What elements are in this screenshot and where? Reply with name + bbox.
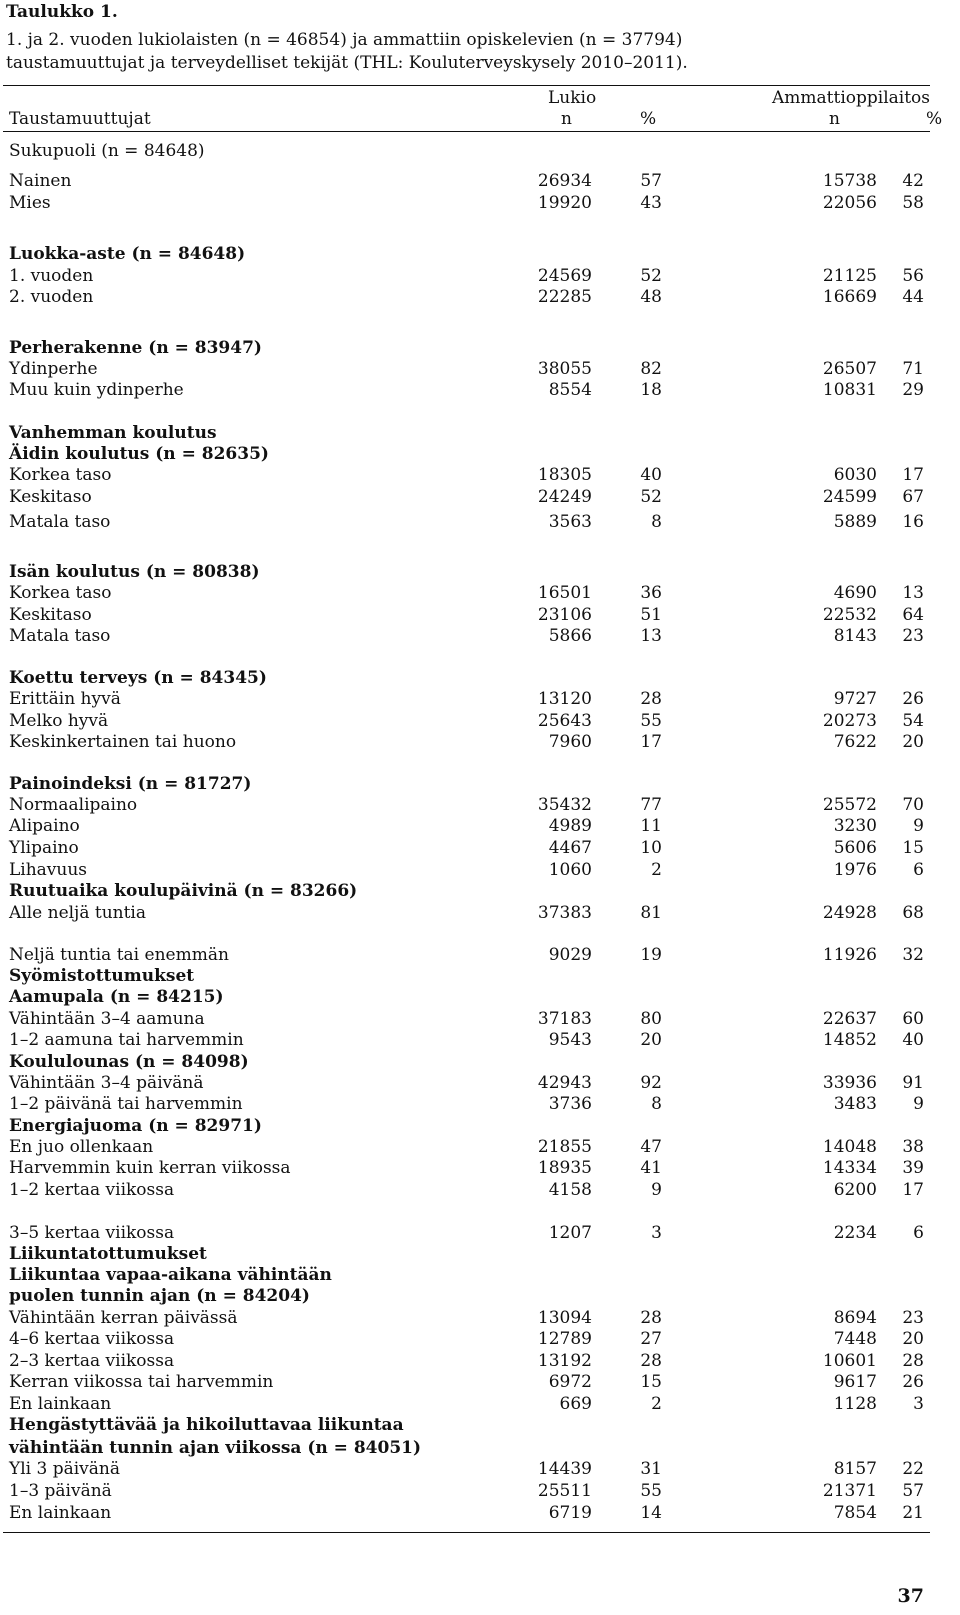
cell-amm-n: 14048 <box>822 1137 877 1157</box>
cell-amm-n: 4690 <box>833 583 877 603</box>
cell-amm-pct: 68 <box>902 903 924 923</box>
row-label: 1. vuoden <box>9 266 94 286</box>
cell-lukio-n: 37383 <box>537 903 592 923</box>
cell-amm-n: 10831 <box>822 380 877 400</box>
cell-lukio-pct: 92 <box>640 1073 662 1093</box>
cell-amm-n: 5889 <box>833 512 877 532</box>
cell-lukio-pct: 36 <box>640 583 662 603</box>
row-label: Sukupuoli (n = 84648) <box>9 141 205 161</box>
cell-lukio-n: 4467 <box>548 838 592 858</box>
section-heading <box>0 774 960 795</box>
cell-lukio-pct: 81 <box>640 903 662 923</box>
section-heading <box>0 338 960 359</box>
cell-amm-n: 33936 <box>822 1073 877 1093</box>
cell-amm-pct: 67 <box>902 487 924 507</box>
cell-amm-n: 20273 <box>822 711 877 731</box>
row-label: 1–2 päivänä tai harvemmin <box>9 1094 243 1114</box>
section-heading <box>0 1244 960 1265</box>
table-row <box>0 1223 960 1244</box>
cell-amm-pct: 40 <box>902 1030 924 1050</box>
row-label: Syömistottumukset <box>9 966 195 986</box>
table-row <box>0 380 960 401</box>
cell-lukio-n: 669 <box>559 1394 592 1414</box>
cell-amm-n: 5606 <box>833 838 877 858</box>
cell-amm-n: 15738 <box>822 171 877 191</box>
table-caption-line1: 1. ja 2. vuoden lukiolaisten (n = 46854) ja ammattiin opiskelevien (n = 37794) <box>6 30 683 50</box>
row-label: Aamupala (n = 84215) <box>9 987 224 1007</box>
cell-lukio-pct: 28 <box>640 1308 662 1328</box>
row-label: Vähintään kerran päivässä <box>9 1308 238 1328</box>
cell-amm-n: 2234 <box>833 1223 877 1243</box>
cell-amm-pct: 38 <box>902 1137 924 1157</box>
row-label: Vanhemman koulutus <box>9 423 217 443</box>
cell-lukio-n: 3736 <box>548 1094 592 1114</box>
section-heading <box>0 881 960 902</box>
table-row <box>0 860 960 881</box>
row-label: Matala taso <box>9 512 111 532</box>
cell-lukio-pct: 55 <box>640 1481 662 1501</box>
cell-lukio-pct: 27 <box>640 1329 662 1349</box>
cell-lukio-pct: 14 <box>640 1503 662 1523</box>
row-label: 4–6 kertaa viikossa <box>9 1329 175 1349</box>
header-lukio: Lukio <box>548 88 597 108</box>
cell-lukio-n: 18935 <box>537 1158 592 1178</box>
header-amm-pct: % <box>926 109 943 129</box>
row-label: Luokka-aste (n = 84648) <box>9 244 246 264</box>
cell-lukio-pct: 31 <box>640 1459 662 1479</box>
table-row <box>0 1503 960 1524</box>
cell-amm-pct: 64 <box>902 605 924 625</box>
row-label: Alipaino <box>9 816 80 836</box>
cell-lukio-n: 6719 <box>548 1503 592 1523</box>
cell-amm-pct: 23 <box>902 626 924 646</box>
cell-lukio-n: 24569 <box>537 266 592 286</box>
cell-amm-n: 7622 <box>833 732 877 752</box>
row-label: Normaalipaino <box>9 795 138 815</box>
row-label: Harvemmin kuin kerran viikossa <box>9 1158 291 1178</box>
cell-lukio-n: 13120 <box>537 689 592 709</box>
cell-lukio-n: 35432 <box>537 795 592 815</box>
cell-amm-pct: 57 <box>902 1481 924 1501</box>
cell-amm-pct: 28 <box>902 1351 924 1371</box>
row-label: Koululounas (n = 84098) <box>9 1052 249 1072</box>
cell-amm-pct: 20 <box>902 1329 924 1349</box>
cell-amm-n: 26507 <box>822 359 877 379</box>
cell-lukio-n: 23106 <box>537 605 592 625</box>
cell-lukio-pct: 40 <box>640 465 662 485</box>
cell-amm-pct: 58 <box>902 193 924 213</box>
table-row <box>0 1137 960 1158</box>
section-heading <box>0 562 960 583</box>
row-label: Lihavuus <box>9 860 88 880</box>
table-row <box>0 1308 960 1329</box>
row-label: Liikuntatottumukset <box>9 1244 207 1264</box>
cell-amm-pct: 17 <box>902 465 924 485</box>
cell-amm-n: 10601 <box>822 1351 877 1371</box>
cell-lukio-pct: 19 <box>640 945 662 965</box>
row-label: Nainen <box>9 171 72 191</box>
row-label: Korkea taso <box>9 465 112 485</box>
table-row <box>0 732 960 753</box>
cell-lukio-n: 25511 <box>537 1481 592 1501</box>
cell-amm-pct: 54 <box>902 711 924 731</box>
row-label: 2. vuoden <box>9 287 94 307</box>
row-label: Ydinperhe <box>9 359 98 379</box>
cell-amm-n: 8157 <box>833 1459 877 1479</box>
cell-lukio-n: 1207 <box>548 1223 592 1243</box>
row-label: Hengästyttävää ja hikoiluttavaa liikuntaa <box>9 1415 404 1435</box>
cell-amm-pct: 21 <box>902 1503 924 1523</box>
cell-amm-n: 8143 <box>833 626 877 646</box>
table-row <box>0 1180 960 1201</box>
header-amm-n: n <box>829 109 840 129</box>
section-heading <box>0 966 960 987</box>
cell-amm-pct: 16 <box>902 512 924 532</box>
row-label: Keskitaso <box>9 487 92 507</box>
section-heading <box>0 1415 960 1436</box>
section-heading <box>0 668 960 689</box>
row-label: Perherakenne (n = 83947) <box>9 338 262 358</box>
cell-amm-n: 1976 <box>833 860 877 880</box>
table-row <box>0 1073 960 1094</box>
cell-lukio-pct: 80 <box>640 1009 662 1029</box>
cell-amm-n: 8694 <box>833 1308 877 1328</box>
cell-amm-pct: 9 <box>913 816 924 836</box>
cell-lukio-n: 1060 <box>548 860 592 880</box>
table-row <box>0 838 960 859</box>
table-row <box>0 795 960 816</box>
cell-amm-pct: 22 <box>902 1459 924 1479</box>
row-label: Liikuntaa vapaa-aikana vähintään <box>9 1265 332 1285</box>
cell-amm-n: 3230 <box>833 816 877 836</box>
cell-amm-n: 25572 <box>822 795 877 815</box>
cell-lukio-pct: 51 <box>640 605 662 625</box>
cell-amm-n: 9617 <box>833 1372 877 1392</box>
cell-lukio-pct: 52 <box>640 487 662 507</box>
row-label: En juo ollenkaan <box>9 1137 154 1157</box>
header-ammattioppilaitos: Ammattioppilaitos <box>772 88 930 108</box>
cell-amm-n: 9727 <box>833 689 877 709</box>
section-heading <box>0 444 960 465</box>
bottom-rule <box>3 1532 930 1533</box>
header-lukio-pct: % <box>640 109 657 129</box>
cell-lukio-pct: 2 <box>651 1394 662 1414</box>
row-label: Vähintään 3–4 päivänä <box>9 1073 204 1093</box>
section-heading <box>0 987 960 1008</box>
cell-lukio-n: 6972 <box>548 1372 592 1392</box>
table-row <box>0 465 960 486</box>
table-row <box>0 1351 960 1372</box>
cell-lukio-n: 14439 <box>537 1459 592 1479</box>
table-row <box>0 1329 960 1350</box>
cell-lukio-n: 7960 <box>548 732 592 752</box>
cell-amm-n: 24928 <box>822 903 877 923</box>
row-label: Yli 3 päivänä <box>9 1459 120 1479</box>
section-heading <box>0 1438 960 1459</box>
cell-lukio-pct: 18 <box>640 380 662 400</box>
cell-amm-pct: 15 <box>902 838 924 858</box>
cell-lukio-n: 25643 <box>537 711 592 731</box>
cell-lukio-n: 26934 <box>537 171 592 191</box>
table-row <box>0 945 960 966</box>
header-rule <box>3 131 930 132</box>
cell-lukio-n: 19920 <box>537 193 592 213</box>
table-caption-line2: taustamuuttujat ja terveydelliset tekijät (THL: Kouluterveyskysely 2010–2011). <box>6 53 688 73</box>
row-label: Painoindeksi (n = 81727) <box>9 774 252 794</box>
cell-amm-pct: 91 <box>902 1073 924 1093</box>
cell-amm-n: 21125 <box>822 266 877 286</box>
cell-amm-n: 1128 <box>833 1394 877 1414</box>
table-row <box>0 266 960 287</box>
table-row <box>0 1394 960 1415</box>
cell-lukio-n: 21855 <box>537 1137 592 1157</box>
cell-lukio-pct: 2 <box>651 860 662 880</box>
cell-lukio-n: 13094 <box>537 1308 592 1328</box>
cell-lukio-n: 42943 <box>537 1073 592 1093</box>
cell-amm-pct: 42 <box>902 171 924 191</box>
cell-amm-n: 22637 <box>822 1009 877 1029</box>
header-lukio-n: n <box>561 109 572 129</box>
page-number: 37 <box>897 1585 924 1607</box>
row-label: puolen tunnin ajan (n = 84204) <box>9 1286 310 1306</box>
cell-amm-n: 14852 <box>822 1030 877 1050</box>
table-row <box>0 816 960 837</box>
table-row <box>0 512 960 533</box>
row-label: Matala taso <box>9 626 111 646</box>
cell-amm-n: 21371 <box>822 1481 877 1501</box>
cell-lukio-pct: 9 <box>651 1180 662 1200</box>
cell-amm-pct: 32 <box>902 945 924 965</box>
section-heading <box>0 1286 960 1307</box>
row-label: 1–3 päivänä <box>9 1481 112 1501</box>
cell-amm-pct: 39 <box>902 1158 924 1178</box>
cell-amm-pct: 13 <box>902 583 924 603</box>
row-label: 1–2 kertaa viikossa <box>9 1180 175 1200</box>
cell-lukio-pct: 8 <box>651 512 662 532</box>
cell-lukio-n: 37183 <box>537 1009 592 1029</box>
cell-amm-n: 22056 <box>822 193 877 213</box>
row-label: En lainkaan <box>9 1394 112 1414</box>
cell-lukio-pct: 48 <box>640 287 662 307</box>
cell-amm-pct: 60 <box>902 1009 924 1029</box>
cell-lukio-n: 16501 <box>537 583 592 603</box>
section-heading <box>0 141 960 162</box>
row-label: Keskinkertainen tai huono <box>9 732 237 752</box>
table-row <box>0 583 960 604</box>
cell-lukio-n: 8554 <box>548 380 592 400</box>
cell-lukio-pct: 20 <box>640 1030 662 1050</box>
row-label: Vähintään 3–4 aamuna <box>9 1009 205 1029</box>
row-label: Kerran viikossa tai harvemmin <box>9 1372 274 1392</box>
cell-lukio-pct: 77 <box>640 795 662 815</box>
row-label: 2–3 kertaa viikossa <box>9 1351 175 1371</box>
cell-amm-pct: 29 <box>902 380 924 400</box>
cell-lukio-pct: 52 <box>640 266 662 286</box>
table-row <box>0 171 960 192</box>
cell-amm-pct: 70 <box>902 795 924 815</box>
cell-amm-n: 16669 <box>822 287 877 307</box>
table-row <box>0 1009 960 1030</box>
cell-amm-pct: 23 <box>902 1308 924 1328</box>
cell-lukio-n: 12789 <box>537 1329 592 1349</box>
cell-lukio-pct: 28 <box>640 1351 662 1371</box>
cell-lukio-pct: 57 <box>640 171 662 191</box>
table-row <box>0 359 960 380</box>
table-row <box>0 1481 960 1502</box>
cell-amm-n: 7854 <box>833 1503 877 1523</box>
row-label: Melko hyvä <box>9 711 109 731</box>
cell-lukio-n: 24249 <box>537 487 592 507</box>
cell-lukio-n: 4158 <box>548 1180 592 1200</box>
cell-amm-n: 22532 <box>822 605 877 625</box>
row-label: Muu kuin ydinperhe <box>9 380 184 400</box>
table-row <box>0 711 960 732</box>
row-label: En lainkaan <box>9 1503 112 1523</box>
cell-lukio-pct: 13 <box>640 626 662 646</box>
table-row <box>0 689 960 710</box>
cell-lukio-n: 3563 <box>548 512 592 532</box>
table-row <box>0 487 960 508</box>
cell-lukio-pct: 11 <box>640 816 662 836</box>
cell-lukio-pct: 43 <box>640 193 662 213</box>
cell-amm-pct: 6 <box>913 1223 924 1243</box>
table-row <box>0 287 960 308</box>
row-label: Alle neljä tuntia <box>9 903 147 923</box>
table-row <box>0 193 960 214</box>
cell-lukio-n: 22285 <box>537 287 592 307</box>
cell-lukio-pct: 3 <box>651 1223 662 1243</box>
row-label: Koettu terveys (n = 84345) <box>9 668 267 688</box>
row-label: Energiajuoma (n = 82971) <box>9 1116 262 1136</box>
cell-lukio-n: 4989 <box>548 816 592 836</box>
table-row <box>0 1459 960 1480</box>
cell-lukio-pct: 10 <box>640 838 662 858</box>
section-heading <box>0 1116 960 1137</box>
table-row <box>0 1158 960 1179</box>
table-row <box>0 1094 960 1115</box>
row-label: Isän koulutus (n = 80838) <box>9 562 260 582</box>
row-label: Keskitaso <box>9 605 92 625</box>
row-label: 3–5 kertaa viikossa <box>9 1223 175 1243</box>
table-row <box>0 903 960 924</box>
cell-lukio-n: 9543 <box>548 1030 592 1050</box>
cell-amm-pct: 26 <box>902 689 924 709</box>
cell-lukio-pct: 17 <box>640 732 662 752</box>
row-label: Korkea taso <box>9 583 112 603</box>
cell-amm-n: 11926 <box>822 945 877 965</box>
row-label: Ylipaino <box>9 838 79 858</box>
top-rule <box>3 85 930 86</box>
cell-lukio-n: 13192 <box>537 1351 592 1371</box>
cell-amm-pct: 20 <box>902 732 924 752</box>
cell-lukio-n: 38055 <box>537 359 592 379</box>
section-heading <box>0 244 960 265</box>
section-heading <box>0 1052 960 1073</box>
cell-amm-n: 3483 <box>833 1094 877 1114</box>
cell-lukio-n: 9029 <box>548 945 592 965</box>
table-row <box>0 626 960 647</box>
cell-lukio-pct: 82 <box>640 359 662 379</box>
row-label: Neljä tuntia tai enemmän <box>9 945 229 965</box>
row-label: Äidin koulutus (n = 82635) <box>9 444 269 464</box>
cell-amm-n: 7448 <box>833 1329 877 1349</box>
cell-lukio-pct: 41 <box>640 1158 662 1178</box>
cell-amm-pct: 71 <box>902 359 924 379</box>
cell-amm-n: 14334 <box>822 1158 877 1178</box>
cell-lukio-pct: 8 <box>651 1094 662 1114</box>
table-row <box>0 605 960 626</box>
cell-lukio-n: 18305 <box>537 465 592 485</box>
header-taustamuuttujat: Taustamuuttujat <box>9 109 151 129</box>
cell-amm-pct: 3 <box>913 1394 924 1414</box>
row-label: 1–2 aamuna tai harvemmin <box>9 1030 244 1050</box>
cell-amm-n: 24599 <box>822 487 877 507</box>
cell-amm-n: 6030 <box>833 465 877 485</box>
cell-amm-pct: 17 <box>902 1180 924 1200</box>
row-label: Mies <box>9 193 51 213</box>
cell-lukio-pct: 15 <box>640 1372 662 1392</box>
row-label: Ruutuaika koulupäivinä (n = 83266) <box>9 881 358 901</box>
row-label: Erittäin hyvä <box>9 689 121 709</box>
table-row <box>0 1372 960 1393</box>
cell-lukio-pct: 47 <box>640 1137 662 1157</box>
section-heading <box>0 1265 960 1286</box>
cell-amm-n: 6200 <box>833 1180 877 1200</box>
cell-lukio-n: 5866 <box>548 626 592 646</box>
section-heading <box>0 423 960 444</box>
cell-amm-pct: 9 <box>913 1094 924 1114</box>
table-title: Taulukko 1. <box>6 2 118 22</box>
table-row <box>0 1030 960 1051</box>
cell-amm-pct: 56 <box>902 266 924 286</box>
cell-amm-pct: 44 <box>902 287 924 307</box>
row-label: vähintään tunnin ajan viikossa (n = 84051) <box>9 1438 422 1458</box>
cell-lukio-pct: 28 <box>640 689 662 709</box>
cell-amm-pct: 26 <box>902 1372 924 1392</box>
cell-amm-pct: 6 <box>913 860 924 880</box>
cell-lukio-pct: 55 <box>640 711 662 731</box>
